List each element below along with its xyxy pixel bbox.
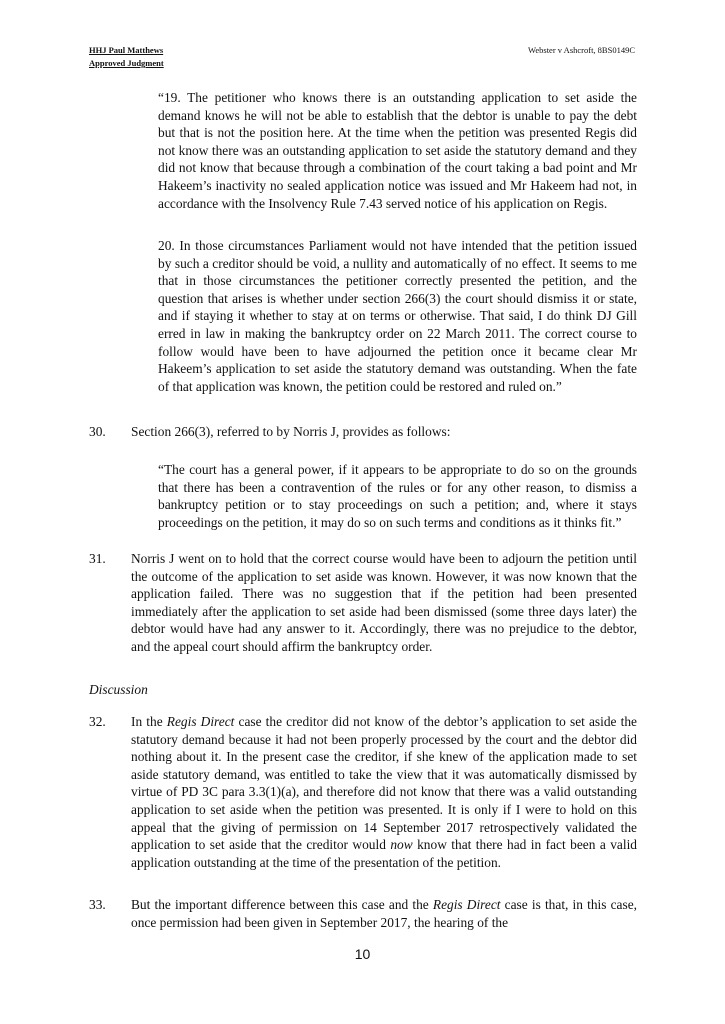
page-header-left [89, 44, 164, 70]
paragraph-text [131, 896, 637, 931]
case-name-italic: Regis Direct [432, 897, 501, 912]
paragraph-30 [89, 423, 637, 441]
case-name-italic: Regis Direct [166, 714, 235, 729]
text-run: case the creditor did not know of the debtor’s application to set aside the statutory demand because it had not been properly processed by the court and the debtor did nothing about it. In the present case the creditor, if she knew of the application made to set aside statutory demand, was entitled to take the view that it was automatically dismissed by virtue of PD 3C para 3.3(1)(a), and therefore did not know that there was a valid outstanding application to set aside when the petition was presented. It is only if I were to hold on this appeal that the giving of permission on 14 September 2017 retrospectively validated the application to set aside that the creditor would [131, 714, 637, 853]
emphasis-italic: now [390, 837, 413, 853]
paragraph-number: 33. [89, 897, 106, 912]
quote-paragraph-20: 20. In those circumstances Parliament would not have intended that the petition issued by such a creditor should be void, a nullity and automatically of no effect. It seems to me that in those circumstances the petitioner correctly presented the petition, and the question that arises is whether under section 266(3) the court should dismiss it or state, and if staying it whether to stay at on terms or otherwise. That said, I do think DJ Gill erred in law in making the bankruptcy order on 22 March 2011. The correct course to follow would have been to have adjourned the petition once it became clear Mr Hakeem’s application to set aside the statutory demand was outstanding. When the fate of that application was known, the petition could be restored and ruled on.” [158, 238, 637, 394]
quote-section-266-3: “The court has a general power, if it appears to be appropriate to do so on the grounds that there has been a contravention of the rules or for any other reason, to dismiss a bankruptcy petition or to stay proceedings on such a petition; and, where it stays proceedings on the petition, it may do so on such terms and conditions as it thinks fit.” [158, 462, 637, 530]
paragraph-31 [89, 550, 637, 656]
section-heading-discussion: Discussion [89, 682, 148, 697]
quote-paragraph-19: “19. The petitioner who knows there is an outstanding application to set aside the demand knows he will not be able to establish that the debtor is unable to pay the debt but that is not the position here. At the time when the petition was presented Regis did not know there was an outstanding application to set aside the statutory demand and they did not know that because through a combination of the court taking a bad point and Mr Hakeem’s inactivity no sealed application notice was issued and Mr Hakeem had not, in accordance with the Insolvency Rule 7.43 served notice of his application on Regis. [158, 90, 637, 211]
text-run: In the [131, 714, 167, 729]
text-run: know that there had in fact been a valid application outstanding at the time of the presentation of the petition. [131, 837, 637, 870]
text-run: case is that, in this case, once permission had been given in September 2017, the hearing of the [131, 897, 637, 930]
judgment-status: Approved Judgment [89, 58, 164, 68]
paragraph-number: 32. [89, 714, 106, 729]
paragraph-text: Norris J went on to hold that the correct course would have been to adjourn the petition until the outcome of the application to set aside was known. However, it was now known that the application failed. There was no suggestion that if the petition had been presented immediately after the application to set aside had been dismissed (some three days later) the debtor would have had any answer to it. Accordingly, there was no prejudice to the debtor, and the appeal court should affirm the bankruptcy order. [131, 551, 637, 654]
page-number: 10 [354, 946, 371, 962]
case-reference: Webster v Ashcroft, 8BS0149C [528, 45, 635, 55]
paragraph-text [131, 713, 637, 871]
paragraph-number: 30. [89, 424, 106, 439]
text-run: But the important difference between this case and the [131, 897, 433, 912]
paragraph-number: 31. [89, 551, 106, 566]
paragraph-32 [89, 713, 637, 871]
paragraph-text: Section 266(3), referred to by Norris J, provides as follows: [131, 424, 451, 439]
paragraph-33 [89, 896, 637, 931]
judge-name: HHJ Paul Matthews [89, 45, 164, 55]
